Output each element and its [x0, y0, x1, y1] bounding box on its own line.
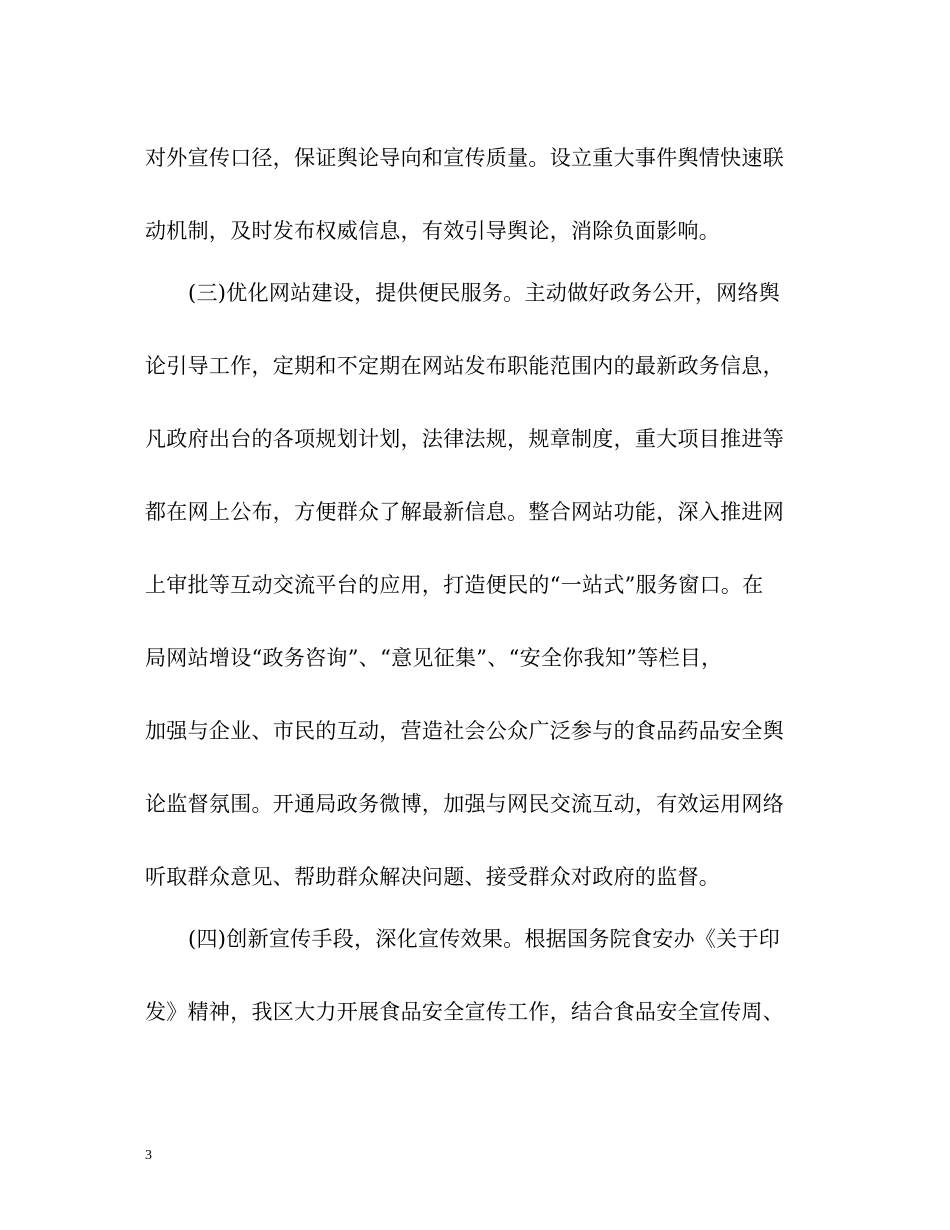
text-line-10: 论监督氛围。开通局政务微博，加强与网民交流互动，有效运用网络 — [145, 792, 784, 816]
text-line-4: 论引导工作，定期和不定期在网站发布职能范围内的最新政务信息， — [145, 354, 784, 378]
text-line-5: 凡政府出台的各项规划计划，法律法规，规章制度，重大项目推进等 — [145, 427, 784, 451]
text-line-1: 对外宣传口径，保证舆论导向和宣传质量。设立重大事件舆情快速联 — [145, 146, 784, 170]
paragraph-4-heading-line: (四)创新宣传手段，深化宣传效果。根据国务院食安办《关于印 — [188, 927, 781, 951]
text-line-2: 动机制，及时发布权威信息，有效引导舆论，消除负面影响。 — [145, 219, 721, 243]
paragraph-3-heading-line: (三)优化网站建设，提供便民服务。主动做好政务公开，网络舆 — [188, 281, 781, 305]
text-line-6: 都在网上公布，方便群众了解最新信息。整合网站功能，深入推进网 — [145, 500, 784, 524]
page-number: 3 — [145, 1148, 152, 1163]
text-line-13: 发》精神，我区大力开展食品安全宣传工作，结合食品安全宣传周、 — [145, 1000, 784, 1024]
text-line-7: 上审批等互动交流平台的应用，打造便民的“一站式”服务窗口。在 — [145, 573, 764, 597]
text-line-8: 局网站增设“政务咨询”、“意见征集”、“安全你我知”等栏目， — [145, 646, 723, 670]
text-line-9: 加强与企业、市民的互动，营造社会公众广泛参与的食品药品安全舆 — [145, 719, 784, 743]
text-line-11: 听取群众意见、帮助群众解决问题、接受群众对政府的监督。 — [145, 865, 721, 889]
